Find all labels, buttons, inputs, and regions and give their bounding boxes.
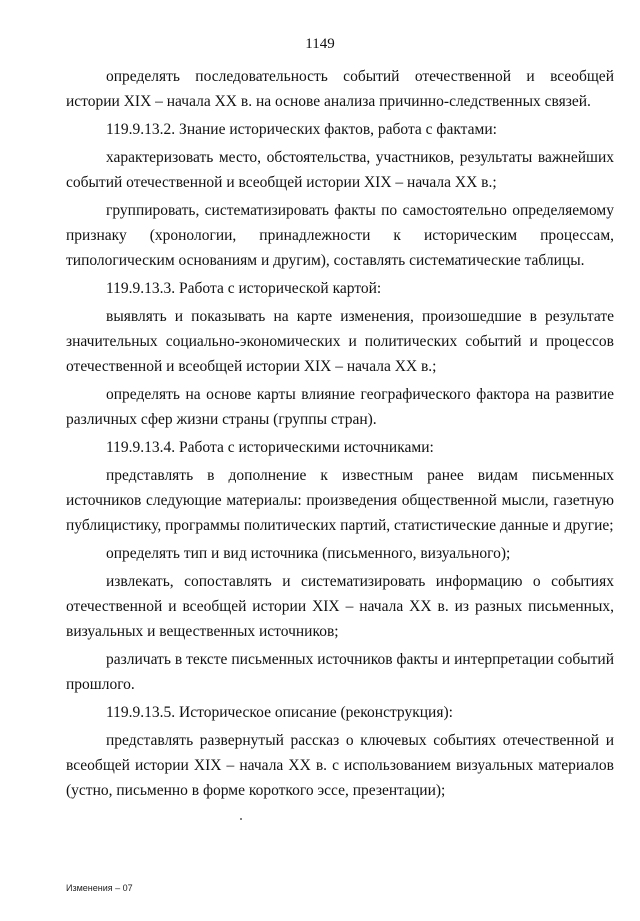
paragraph-9: представлять в дополнение к известным ранее видам письменных источников следующие материалы: произведения общественной мысли, газетную публицистику, программы политических партий, статистические данные и другие; xyxy=(66,467,614,534)
paragraph-12: различать в тексте письменных источников факты и интерпретации событий прошлого. xyxy=(66,651,614,693)
section-heading-119-9-13-4: 119.9.13.4. Работа с историческими источниками: xyxy=(106,439,434,456)
page-number: 1149 xyxy=(305,36,335,52)
paragraph-4: группировать, систематизировать факты по самостоятельно определяемому признаку (хронологии, принадлежности к историческим процессам, типологическим основаниям и другим), составлять систематические таблицы. xyxy=(66,202,614,269)
paragraph-11: извлекать, сопоставлять и систематизировать информацию о событиях отечественной и всеобщей истории XIX – начала XX в. из разных письменных, визуальных и вещественных источников; xyxy=(66,573,614,640)
paragraph-10: определять тип и вид источника (письменного, визуального); xyxy=(106,545,511,562)
paragraph-7: определять на основе карты влияние географического фактора на развитие различных сфер жизни страны (группы стран). xyxy=(66,386,614,428)
paragraph-14: представлять развернутый рассказ о ключевых событиях отечественной и всеобщей истории XIX – начала XX в. с использованием визуальных материалов (устно, письменно в форме короткого эссе, презентации); xyxy=(66,732,614,799)
paragraph-3: характеризовать место, обстоятельства, участников, результаты важнейших событий отечественной и всеобщей истории XIX – начала XX в.; xyxy=(66,149,614,191)
paragraph-6: выявлять и показывать на карте изменения, произошедшие в результате значительных социально-экономических и политических событий и процессов отечественной и всеобщей истории XIX – начала XX в.; xyxy=(66,308,614,375)
section-heading-119-9-13-3: 119.9.13.3. Работа с исторической картой: xyxy=(106,280,382,297)
scan-speck xyxy=(240,818,242,820)
section-heading-119-9-13-5: 119.9.13.5. Историческое описание (реконструкция): xyxy=(106,704,453,721)
document-body xyxy=(66,64,614,806)
section-heading-119-9-13-2: 119.9.13.2. Знание исторических фактов, работа с фактами: xyxy=(106,121,497,138)
page-footer: Изменения – 07 xyxy=(66,883,133,893)
paragraph-1: определять последовательность событий отечественной и всеобщей истории XIX – начала XX в. на основе анализа причинно-следственных связей. xyxy=(66,68,614,110)
